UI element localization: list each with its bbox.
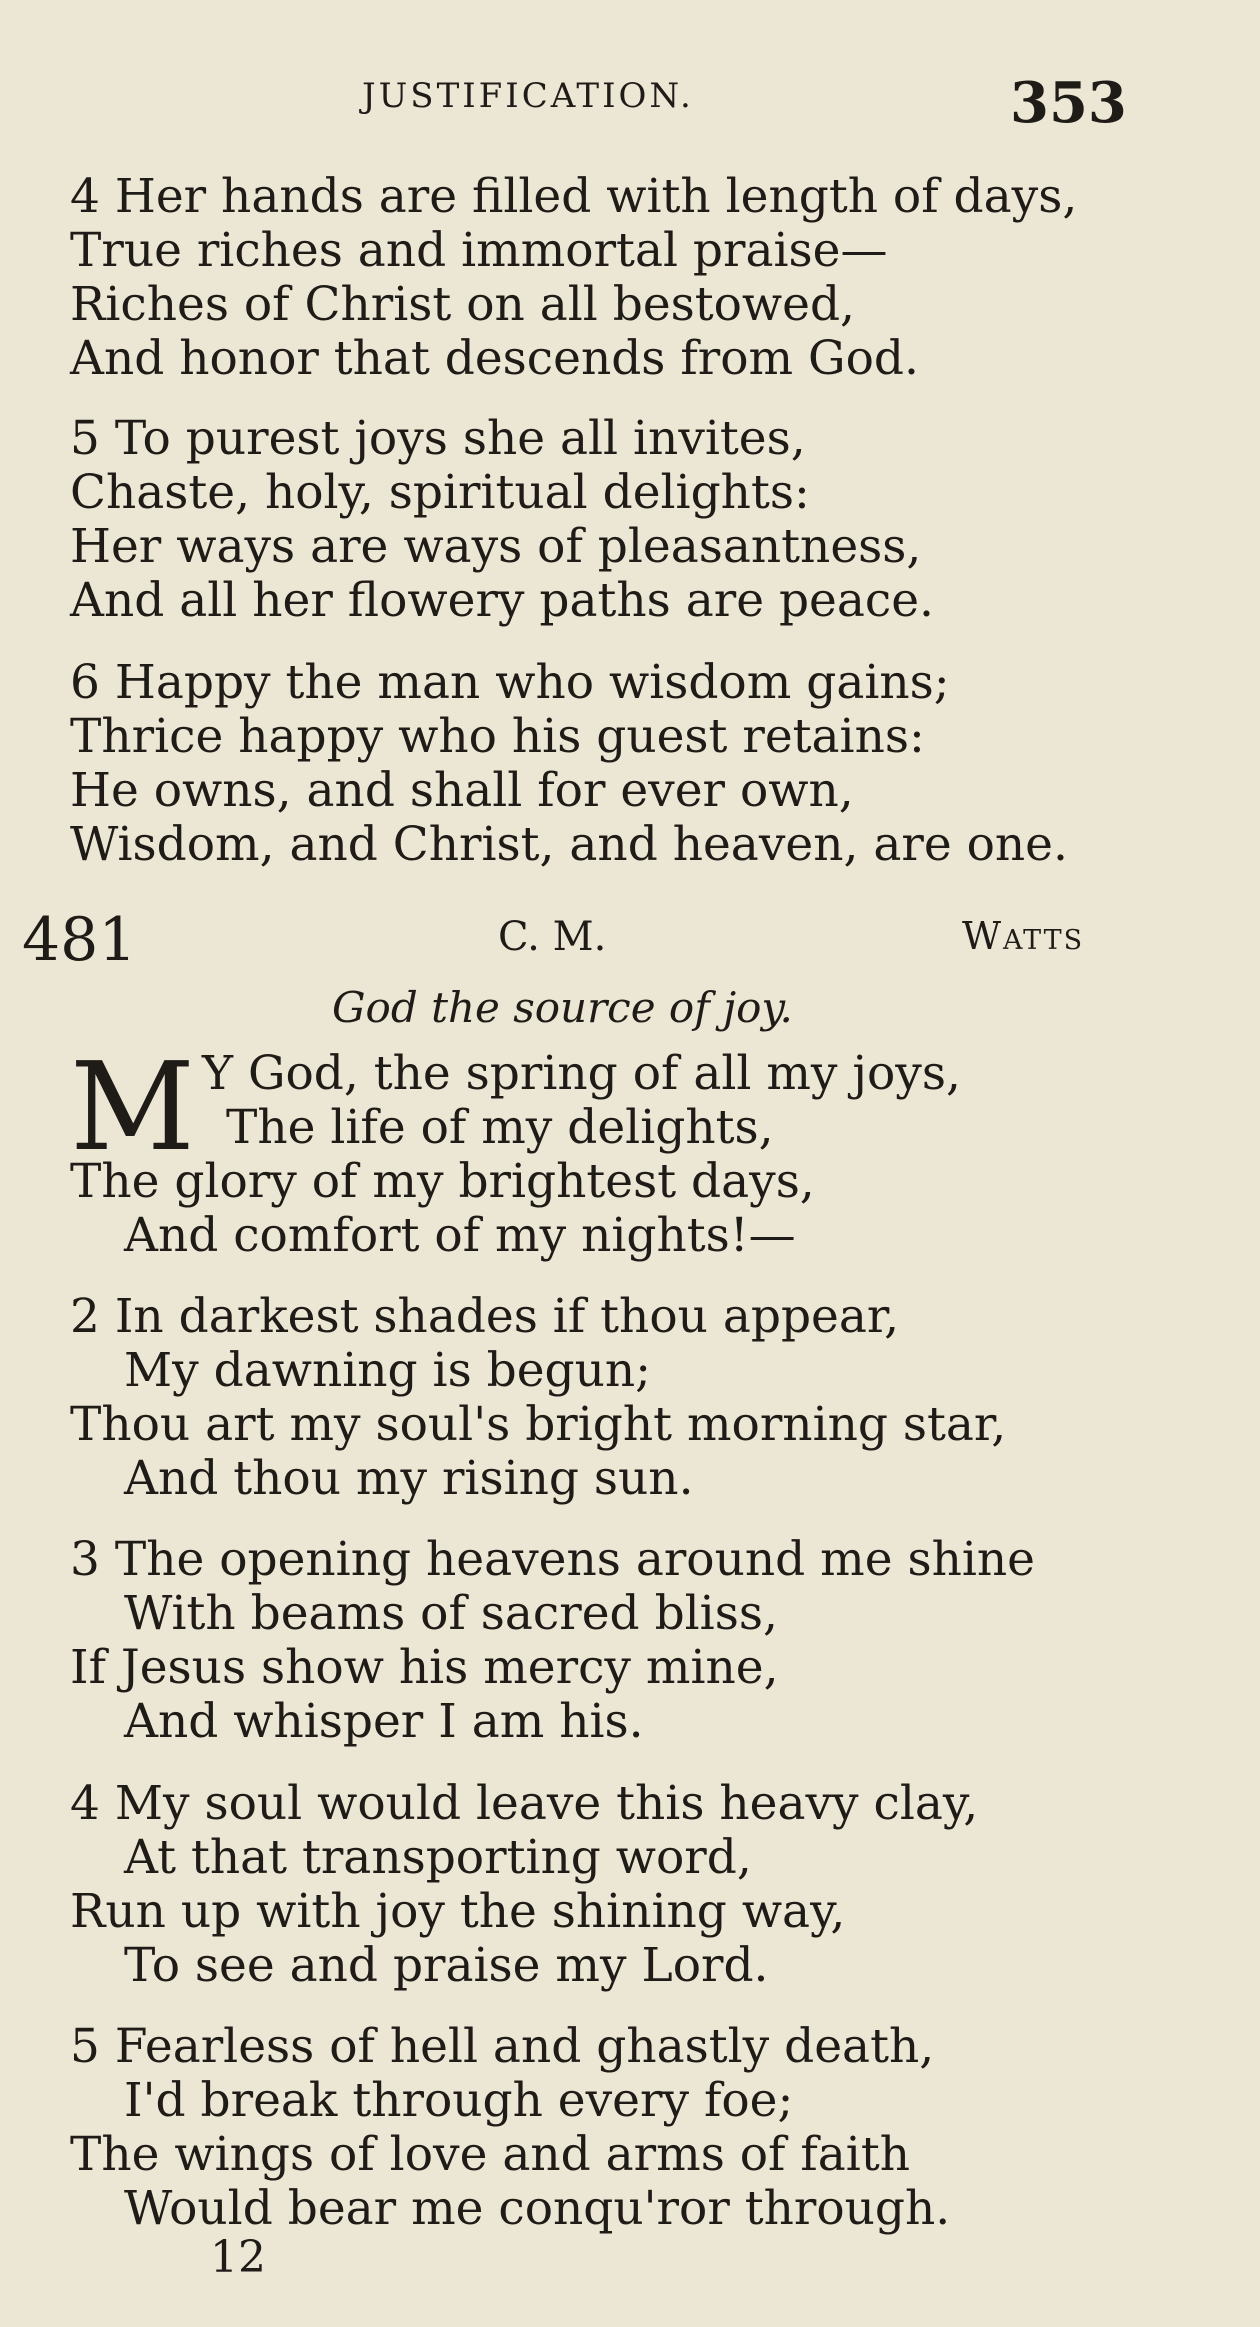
verse-line: If Jesus show his mercy mine, — [70, 1640, 779, 1695]
verse-line: 5 To purest joys she all invites, — [70, 411, 806, 466]
verse-line: Run up with joy the shining way, — [70, 1884, 846, 1939]
stanza-1-rest — [70, 1155, 815, 1263]
hymn-subtitle: God the source of joy. — [332, 983, 793, 1032]
hymn-stanza-2 — [70, 1290, 1006, 1506]
verse-line: Y God, the spring of all my joys, — [202, 1046, 961, 1101]
hymn-number: 481 — [22, 905, 137, 975]
verse-line: He owns, and shall for ever own, — [70, 763, 854, 818]
verse-line: Riches of Christ on all bestowed, — [70, 277, 856, 332]
hymn-stanza-4 — [70, 1777, 978, 1993]
signature-mark: 12 — [210, 2232, 266, 2283]
stanza-6 — [70, 656, 1068, 872]
verse-line: Thrice happy who his guest retains: — [70, 709, 925, 764]
drop-cap: M — [70, 1036, 195, 1178]
verse-line: My dawning is begun; — [124, 1343, 652, 1398]
hymn-author: Watts — [962, 914, 1085, 958]
verse-line: I'd break through every foe; — [124, 2073, 794, 2128]
verse-line: Thou art my soul's bright morning star, — [70, 1397, 1007, 1452]
verse-line: The life of my delights, — [226, 1100, 774, 1155]
verse-line: Her ways are ways of pleasantness, — [70, 519, 922, 574]
verse-line: Would bear me conqu'ror through. — [124, 2181, 951, 2236]
verse-line: 4 Her hands are filled with length of days, — [70, 169, 1078, 224]
page-number: 353 — [1010, 70, 1127, 136]
verse-line: To see and praise my Lord. — [124, 1938, 769, 1993]
verse-line: And thou my rising sun. — [124, 1451, 694, 1506]
verse-line: And honor that descends from God. — [70, 331, 919, 386]
verse-line: 3 The opening heavens around me shine — [70, 1532, 1035, 1587]
verse-line: Chaste, holy, spiritual delights: — [70, 465, 810, 520]
verse-line: 4 My soul would leave this heavy clay, — [70, 1776, 979, 1831]
verse-line: And whisper I am his. — [124, 1694, 644, 1749]
verse-line: 6 Happy the man who wisdom gains; — [70, 655, 950, 710]
hymn-meter: C. M. — [498, 914, 607, 960]
verse-line: 5 Fearless of hell and ghastly death, — [70, 2019, 935, 2074]
verse-line: And all her flowery paths are peace. — [70, 573, 934, 628]
page-header — [0, 70, 1160, 136]
verse-line: 2 In darkest shades if thou appear, — [70, 1289, 900, 1344]
verse-line: The glory of my brightest days, — [70, 1154, 815, 1209]
verse-line: True riches and immortal praise— — [70, 223, 888, 278]
hymn-stanza-3 — [70, 1533, 1035, 1749]
verse-line: Wisdom, and Christ, and heaven, are one. — [70, 817, 1068, 872]
stanza-4 — [70, 170, 1077, 386]
verse-line: The wings of love and arms of faith — [70, 2127, 910, 2182]
stanza-5 — [70, 412, 934, 628]
hymn-stanza-5 — [70, 2020, 950, 2236]
verse-line: With beams of sacred bliss, — [124, 1586, 778, 1641]
verse-line: At that transporting word, — [124, 1830, 752, 1885]
running-title: JUSTIFICATION. — [362, 76, 694, 116]
verse-line: And comfort of my nights!— — [124, 1208, 796, 1263]
